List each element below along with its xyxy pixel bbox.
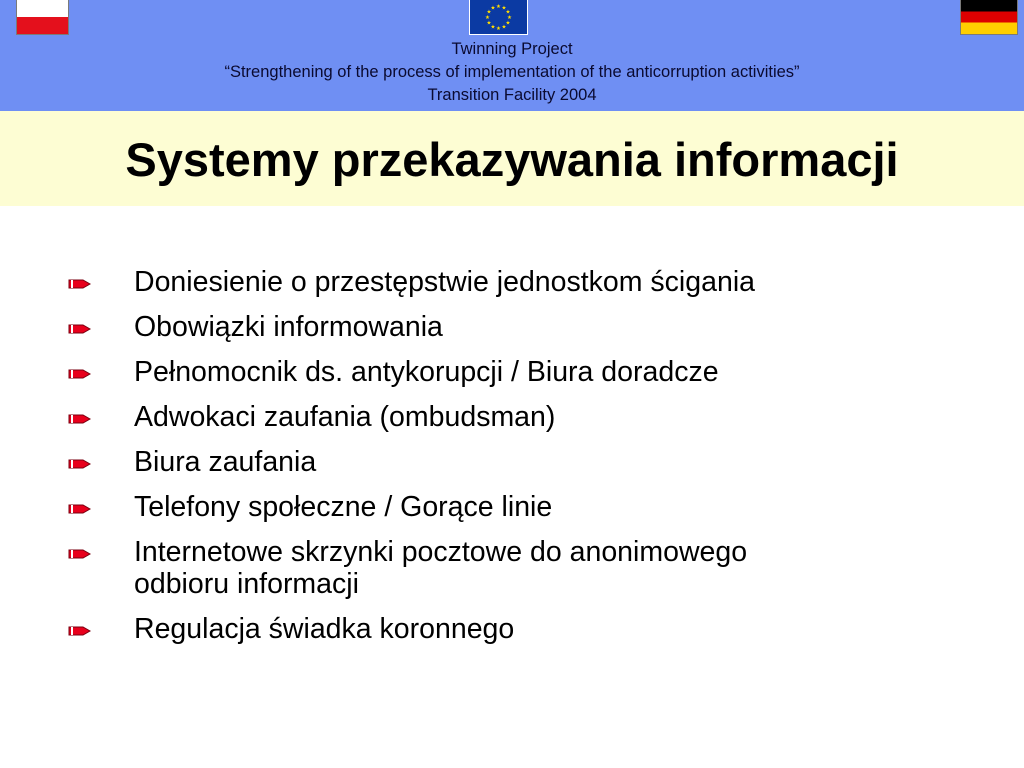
pencil-bullet-icon (68, 367, 92, 381)
list-item-text: Obowiązki informowania (134, 311, 443, 343)
eu-flag-icon (469, 0, 528, 35)
project-subtitle: “Strengthening of the process of implementation of the anticorruption activities” (224, 63, 800, 81)
list-item-text: Biura zaufania (134, 446, 317, 478)
slide-title: Systemy przekazywania informacji (125, 133, 899, 186)
list-item-text: Internetowe skrzynki pocztowe do anonimowego (134, 536, 748, 568)
list-item (68, 356, 968, 388)
pencil-bullet-icon (68, 457, 92, 471)
list-item (68, 536, 968, 600)
eu-star-icon: ★ (496, 3, 501, 10)
poland-flag-icon (16, 0, 69, 35)
bullet-list (68, 266, 968, 658)
pencil-bullet-icon (68, 277, 92, 291)
eu-star-icon: ★ (486, 20, 492, 27)
project-facility: Transition Facility 2004 (427, 86, 597, 104)
eu-star-icon: ★ (505, 20, 511, 27)
eu-star-icon: ★ (490, 5, 496, 12)
eu-star-icon: ★ (507, 14, 512, 21)
eu-star-icon: ★ (501, 24, 507, 31)
list-item (68, 446, 968, 478)
list-item-text: Regulacja świadka koronnego (134, 613, 515, 645)
pencil-bullet-icon (68, 547, 92, 561)
project-name: Twinning Project (451, 40, 573, 58)
eu-star-icon: ★ (501, 5, 507, 12)
list-item-text: Adwokaci zaufania (ombudsman) (134, 401, 556, 433)
list-item-text: Telefony społeczne / Gorące linie (134, 491, 553, 523)
eu-star-icon: ★ (496, 25, 501, 32)
eu-star-icon: ★ (486, 9, 492, 16)
pencil-bullet-icon (68, 412, 92, 426)
list-item-text: Doniesienie o przestępstwie jednostkom ścigania (134, 266, 756, 298)
list-item (68, 401, 968, 433)
list-item (68, 613, 968, 645)
eu-star-icon: ★ (505, 9, 511, 16)
pencil-bullet-icon (68, 322, 92, 336)
pencil-bullet-icon (68, 502, 92, 516)
list-item-text: odbioru informacji (134, 568, 359, 600)
pencil-bullet-icon (68, 624, 92, 638)
list-item-text: Pełnomocnik ds. antykorupcji / Biura doradcze (134, 356, 719, 388)
germany-flag-icon (960, 0, 1018, 35)
eu-star-icon: ★ (490, 24, 496, 31)
list-item (68, 311, 968, 343)
list-item (68, 266, 968, 298)
project-info (0, 38, 1024, 107)
eu-star-icon: ★ (485, 14, 490, 21)
list-item (68, 491, 968, 523)
